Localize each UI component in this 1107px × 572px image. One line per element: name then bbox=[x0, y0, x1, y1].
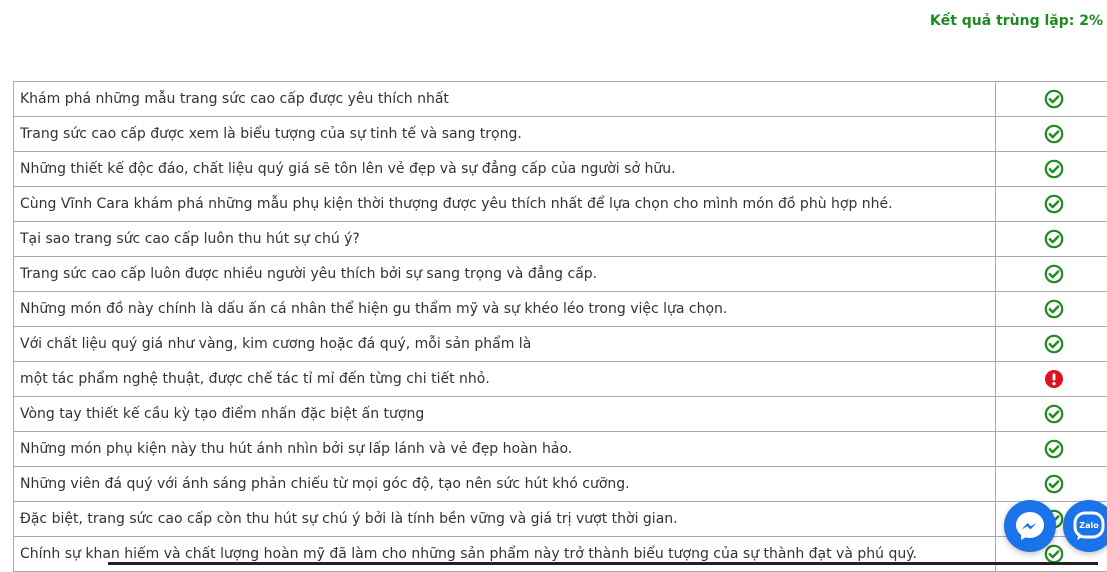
status-cell bbox=[996, 432, 1107, 467]
status-cell bbox=[996, 327, 1107, 362]
sentence-text: Những thiết kế độc đáo, chất liệu quý giá sẽ tôn lên vẻ đẹp và sự đẳng cấp của người sở hữu. bbox=[14, 152, 996, 187]
table-row bbox=[14, 362, 1107, 397]
duplicate-result-summary: Kết quả trùng lặp: 2% bbox=[930, 13, 1103, 29]
check-circle-icon[interactable] bbox=[1044, 159, 1064, 179]
table-row bbox=[14, 117, 1107, 152]
sentence-text: Cùng Vĩnh Cara khám phá những mẫu phụ kiện thời thượng được yêu thích nhất để lựa chọn cho mình món đồ phù hợp nhé. bbox=[14, 187, 996, 222]
check-circle-icon[interactable] bbox=[1044, 334, 1064, 354]
table-row bbox=[14, 187, 1107, 222]
status-cell bbox=[996, 117, 1107, 152]
check-circle-icon[interactable] bbox=[1044, 264, 1064, 284]
table-row bbox=[14, 82, 1107, 117]
sentence-text: Những món phụ kiện này thu hút ánh nhìn bởi sự lấp lánh và vẻ đẹp hoàn hảo. bbox=[14, 432, 996, 467]
check-circle-icon[interactable] bbox=[1044, 299, 1064, 319]
messenger-chat-button[interactable] bbox=[1004, 500, 1056, 552]
table-row bbox=[14, 292, 1107, 327]
sentence-text: Trang sức cao cấp luôn được nhiều người yêu thích bởi sự sang trọng và đẳng cấp. bbox=[14, 257, 996, 292]
sentence-text: Vòng tay thiết kế cầu kỳ tạo điểm nhấn đặc biệt ấn tượng bbox=[14, 397, 996, 432]
status-cell bbox=[996, 82, 1107, 117]
status-cell bbox=[996, 152, 1107, 187]
check-circle-icon[interactable] bbox=[1044, 404, 1064, 424]
results-table-container bbox=[13, 81, 1105, 572]
status-cell bbox=[996, 187, 1107, 222]
results-table-body bbox=[14, 82, 1107, 572]
zalo-label: Zalo bbox=[1079, 521, 1099, 530]
status-cell bbox=[996, 362, 1107, 397]
table-row bbox=[14, 327, 1107, 362]
zalo-chat-button[interactable] bbox=[1063, 500, 1107, 552]
sentence-text: Đặc biệt, trang sức cao cấp còn thu hút sự chú ý bởi là tính bền vững và giá trị vượt thời gian. bbox=[14, 502, 996, 537]
status-cell bbox=[996, 467, 1107, 502]
exclamation-circle-icon[interactable] bbox=[1044, 369, 1064, 389]
table-row bbox=[14, 467, 1107, 502]
sentence-text: Những viên đá quý với ánh sáng phản chiếu từ mọi góc độ, tạo nên sức hút khó cưỡng. bbox=[14, 467, 996, 502]
sentence-text: Khám phá những mẫu trang sức cao cấp được yêu thích nhất bbox=[14, 82, 996, 117]
sentence-text: Trang sức cao cấp được xem là biểu tượng của sự tinh tế và sang trọng. bbox=[14, 117, 996, 152]
table-row bbox=[14, 152, 1107, 187]
check-circle-icon[interactable] bbox=[1044, 89, 1064, 109]
table-row bbox=[14, 397, 1107, 432]
table-row bbox=[14, 222, 1107, 257]
table-row bbox=[14, 432, 1107, 467]
messenger-icon bbox=[1004, 500, 1056, 552]
status-cell bbox=[996, 292, 1107, 327]
check-circle-icon[interactable] bbox=[1044, 439, 1064, 459]
sentence-text: Những món đồ này chính là dấu ấn cá nhân thể hiện gu thẩm mỹ và sự khéo léo trong việc lựa chọn. bbox=[14, 292, 996, 327]
sentence-text: Tại sao trang sức cao cấp luôn thu hút sự chú ý? bbox=[14, 222, 996, 257]
check-circle-icon[interactable] bbox=[1044, 124, 1064, 144]
sentence-text: một tác phẩm nghệ thuật, được chế tác tỉ mỉ đến từng chi tiết nhỏ. bbox=[14, 362, 996, 397]
check-circle-icon[interactable] bbox=[1044, 194, 1064, 214]
check-circle-icon[interactable] bbox=[1044, 474, 1064, 494]
status-cell bbox=[996, 257, 1107, 292]
check-circle-icon[interactable] bbox=[1044, 229, 1064, 249]
table-row bbox=[14, 537, 1107, 572]
status-cell bbox=[996, 222, 1107, 257]
table-row bbox=[14, 502, 1107, 537]
sentence-text: Chính sự khan hiếm và chất lượng hoàn mỹ đã làm cho những sản phẩm này trở thành biểu tượng của sự thành đạt và phú quý. bbox=[14, 537, 996, 572]
sentence-text: Với chất liệu quý giá như vàng, kim cương hoặc đá quý, mỗi sản phẩm là bbox=[14, 327, 996, 362]
zalo-icon bbox=[1063, 500, 1107, 552]
status-cell bbox=[996, 397, 1107, 432]
table-row bbox=[14, 257, 1107, 292]
results-table bbox=[13, 81, 1107, 572]
